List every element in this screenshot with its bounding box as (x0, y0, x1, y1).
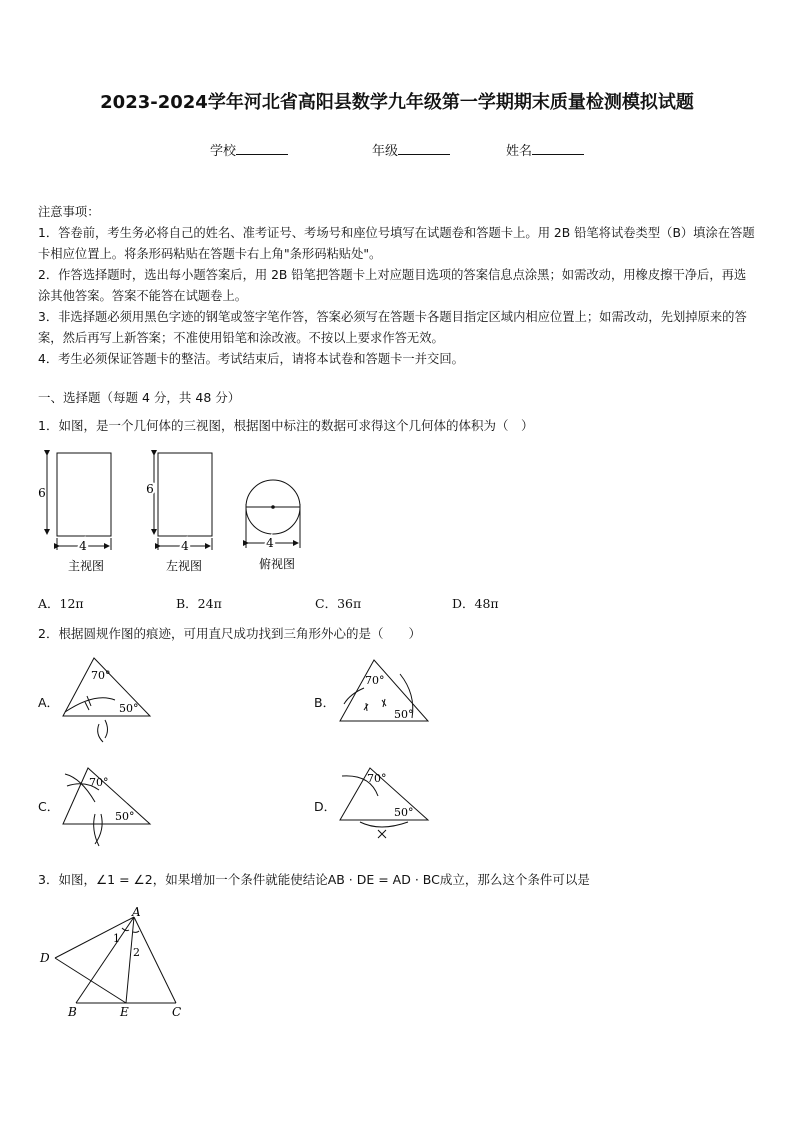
svg-text:70°: 70° (91, 669, 111, 682)
q1-option-c[interactable]: C．36π (315, 596, 362, 611)
point-e-label: E (120, 1005, 129, 1019)
q2-figure-d (330, 760, 440, 850)
side-view-rect (158, 453, 212, 536)
question-3-text: 3．如图，∠1 = ∠2，如果增加一个条件就能使结论AB · DE = AD · BC成立，那么这个条件可以是 (38, 872, 590, 887)
q1-option-a[interactable]: A．12π (38, 596, 84, 611)
q2-option-c-label[interactable]: C． (38, 799, 60, 814)
point-b-label: B (68, 1005, 77, 1019)
front-view-caption: 主视图 (67, 559, 105, 573)
q2-option-b-label[interactable]: B． (314, 695, 336, 710)
svg-text:50°: 50° (394, 806, 414, 819)
svg-text:70°: 70° (89, 776, 109, 789)
svg-text:50°: 50° (119, 702, 139, 715)
school-field[interactable]: 学校 (210, 140, 288, 159)
notice-heading: 注意事项： (38, 205, 100, 219)
notice-item-3: 3．非选择题必须用黑色字迹的钢笔或签字笔作答，答案必须写在答题卡各题目指定区域内相应位置上；如需改动，先划掉原来的答案，然后再写上新答案；不准使用铅笔和涂改液。不按以上要求作答无效。 (38, 310, 747, 345)
q1-option-b[interactable]: B．24π (176, 596, 222, 611)
q3-triangle-figure (36, 906, 196, 1022)
page-title: 2023-2024学年河北省高阳县数学九年级第一学期期末质量检测模拟试题 (100, 92, 694, 113)
question-2-text: 2．根据圆规作图的痕迹，可用直尺成功找到三角形外心的是（ ） (38, 626, 421, 641)
top-width-label: 4 (266, 536, 274, 550)
svg-text:70°: 70° (365, 674, 385, 687)
notice-item-1: 1．答卷前，考生务必将自己的姓名、准考证号、考场号和座位号填写在试题卷和答题卡上。用 2B 铅笔将试卷类型（B）填涂在答题卡相应位置上。将条形码粘贴在答题卡右上角"条形码粘贴处"。 (38, 226, 755, 261)
svg-text:50°: 50° (115, 810, 135, 823)
q2-figure-c (55, 760, 165, 850)
front-view-rect (57, 453, 111, 536)
front-width-label: 4 (79, 539, 87, 553)
side-view-caption: 左视图 (165, 559, 203, 573)
question-1-text: 1．如图，是一个几何体的三视图，根据图中标注的数据可求得这个几何体的体积为（ ） (38, 418, 534, 433)
notice-block (38, 202, 758, 370)
svg-text:70°: 70° (367, 772, 387, 785)
three-views-figure (30, 446, 320, 578)
name-field[interactable]: 姓名 (506, 140, 584, 159)
q1-option-d[interactable]: D．48π (452, 596, 499, 611)
point-a-label: A (132, 906, 141, 919)
front-height-label: 6 (38, 486, 46, 500)
q2-figure-a (55, 654, 165, 744)
notice-item-4: 4．考生必须保证答题卡的整洁。考试结束后，请将本试卷和答题卡一并交回。 (38, 352, 464, 366)
side-width-label: 4 (181, 539, 189, 553)
top-view-caption: 俯视图 (258, 557, 296, 571)
svg-text:50°: 50° (394, 708, 414, 721)
q2-figure-b (330, 654, 440, 744)
point-c-label: C (172, 1005, 182, 1019)
angle-2-label: 2 (133, 946, 140, 959)
notice-item-2: 2．作答选择题时，选出每小题答案后，用 2B 铅笔把答题卡上对应题目选项的答案信息点涂黑；如需改动，用橡皮擦干净后，再选涂其他答案。答案不能答在试题卷上。 (38, 268, 747, 303)
angle-1-label: 1 (113, 932, 120, 945)
q2-option-d-label[interactable]: D． (314, 799, 337, 814)
q2-option-a-label[interactable]: A． (38, 695, 60, 710)
point-d-label: D (40, 951, 50, 965)
section-heading: 一、选择题（每题 4 分，共 48 分） (38, 390, 241, 405)
side-height-label: 6 (146, 482, 154, 496)
grade-field[interactable]: 年级 (372, 140, 450, 159)
